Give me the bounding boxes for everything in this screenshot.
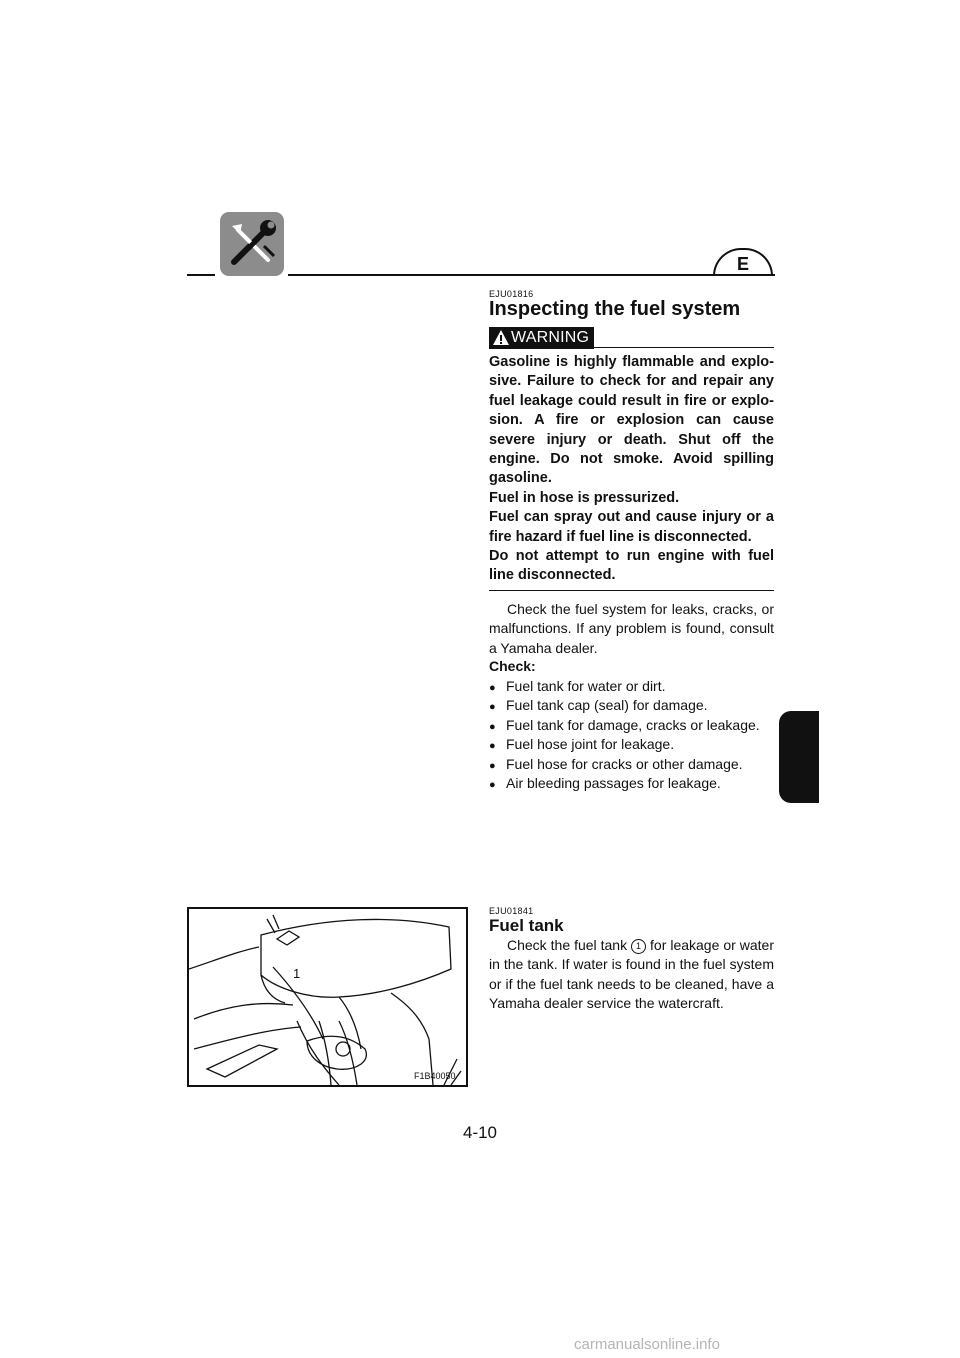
language-badge: E — [713, 248, 773, 276]
section-title: Inspecting the fuel system — [489, 298, 741, 320]
fuel-tank-illustration — [187, 907, 468, 1087]
page-number: 4-10 — [462, 1123, 498, 1142]
callout-marker: 1 — [631, 939, 646, 954]
illustration-drawing — [189, 909, 466, 1085]
warning-text — [489, 353, 774, 586]
body-paragraph: Check the fuel system for leaks, cracks, or malfunctions. If any problem is found, consult a Yamaha dealer. — [489, 601, 774, 656]
figure-callout: 1 — [293, 966, 301, 981]
list-item: ● Fuel hose for cracks or other damage. — [489, 755, 743, 772]
section-title: Fuel tank — [489, 916, 564, 935]
check-label: Check: — [489, 658, 536, 674]
tools-wrench-icon — [220, 212, 284, 276]
list-item: ● Fuel tank for water or dirt. — [489, 678, 666, 694]
header-rule-right — [288, 274, 775, 276]
warning-triangle-icon — [492, 329, 510, 346]
body-paragraph: Check the fuel tank 1 for leakage or water in the tank. If water is found in the fuel system or if the fuel tank needs to be cleaned, have a Yamaha dealer service the watercraft. — [489, 937, 774, 1012]
warning-paragraph: Fuel can spray out and cause injury or a fire hazard if fuel line is disconnected. — [489, 509, 774, 545]
warning-paragraph: Gasoline is highly flammable and explo- sive. Failure to check for and repair any fuel leakage could result in fire or explo- sion. A fire or explosion can cause severe injury or death. Shut off the engine. Do not smoke. Avoid spilling gasoline. — [489, 354, 774, 487]
chapter-tab — [779, 711, 819, 803]
warning-label-text: WARNING — [511, 329, 590, 346]
warning-end-rule — [489, 590, 774, 591]
list-item: ● Fuel tank for damage, cracks or leakage. — [489, 716, 760, 733]
check-list — [489, 677, 779, 793]
warning-paragraph: Do not attempt to run engine with fuel line disconnected. — [489, 548, 774, 584]
watermark: carmanualsonline.info — [574, 1336, 720, 1353]
warning-paragraph: Fuel in hose is pressurized. — [489, 489, 680, 506]
list-item: ● Fuel hose joint for leakage. — [489, 736, 675, 753]
list-item: ● Air bleeding passages for leakage. — [489, 774, 721, 791]
section-code: EJU01841 — [489, 906, 534, 916]
warning-label — [489, 327, 594, 349]
warning-rule — [594, 347, 774, 348]
list-item: ● Fuel tank cap (seal) for damage. — [489, 697, 708, 714]
section-code: EJU01816 — [489, 289, 534, 299]
header-rule-left — [187, 274, 215, 276]
figure-code: F1B40050 — [414, 1071, 456, 1081]
maintenance-section-icon — [220, 212, 284, 276]
